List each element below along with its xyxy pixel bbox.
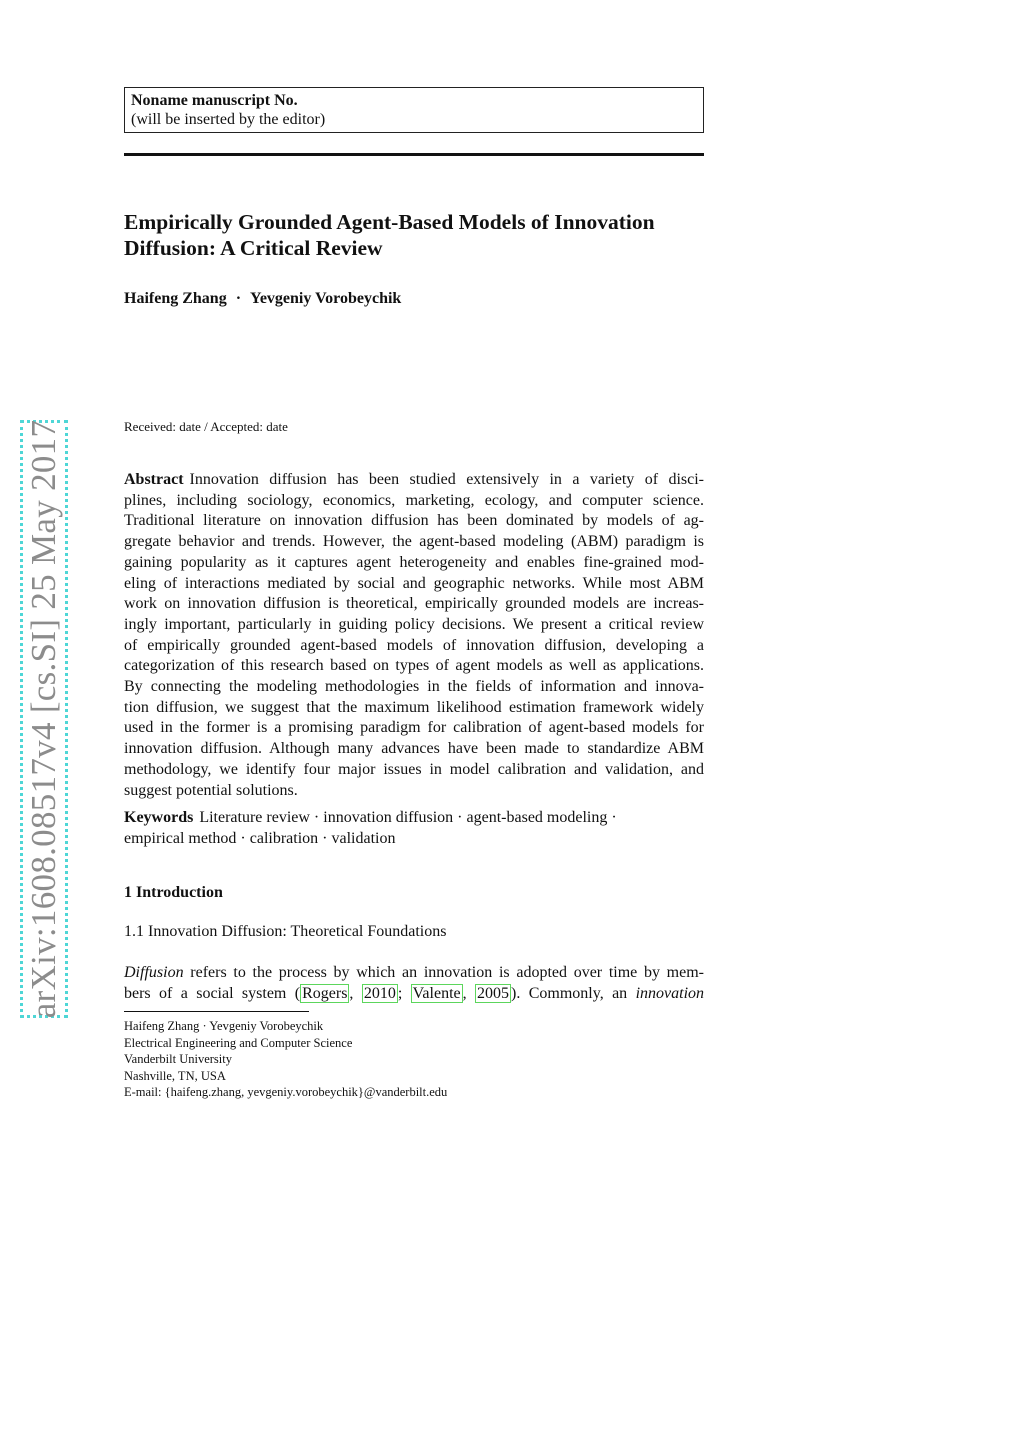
manuscript-note: (will be inserted by the editor) [131, 111, 326, 128]
footnote-line: Haifeng Zhang · Yevgeniy Vorobeychik [124, 1019, 324, 1033]
term-diffusion: Diffusion [124, 964, 184, 981]
abstract-line: used in the former is a promising paradigm for calibration of agent-based models for [124, 719, 704, 737]
keywords-label: Keywords [124, 809, 194, 826]
subsection-heading: 1.1 Innovation Diffusion: Theoretical Foundations [124, 923, 447, 940]
footnote-line: Nashville, TN, USA [124, 1068, 226, 1083]
author-name: Yevgeniy Vorobeychik [250, 290, 402, 307]
author-name: Haifeng Zhang [124, 290, 227, 307]
paper-title [124, 209, 704, 261]
footnote-email[interactable]: E-mail: {haifeng.zhang, yevgeniy.vorobeychik}@vanderbilt.edu [124, 1085, 448, 1099]
term-innovation: innovation [635, 984, 705, 1002]
abstract-line: tion diffusion, we suggest that the maximum likelihood estimation framework widely [124, 698, 704, 716]
abstract-line: Traditional literature on innovation diffusion has been dominated by models of ag- [124, 512, 704, 530]
abstract-label: Abstract [124, 471, 184, 488]
arxiv-stamp[interactable] [20, 420, 68, 1018]
manuscript-box [124, 87, 704, 133]
citation-link[interactable]: Rogers [302, 984, 348, 1002]
abstract-line: Abstract Innovation diffusion has been studied extensively in a variety of disci- [124, 471, 704, 488]
abstract-line: ingly important, particularly in guiding policy decisions. We present a critical review [124, 615, 704, 633]
keywords-line: Keywords Literature review · innovation diffusion · agent-based modeling · [124, 809, 617, 826]
footnote-line: Vanderbilt University [124, 1052, 232, 1066]
arxiv-identifier[interactable]: arXiv:1608.08517v4 [cs.SI] 25 May 2017 [24, 419, 63, 1019]
citation-link[interactable]: Valente [412, 984, 461, 1002]
footnote-rule [124, 1011, 309, 1012]
abstract-line: methodology, we identify four major issues in model calibration and validation, and [124, 760, 704, 778]
abstract-line: plines, including sociology, economics, marketing, ecology, and computer science. [124, 491, 704, 509]
title-line-2: Diffusion: A Critical Review [124, 236, 383, 260]
abstract-line: categorization of this research based on types of agent models as well as applications. [124, 657, 704, 675]
abstract-line: work on innovation diffusion is theoretical, empirically grounded models are increas- [124, 595, 704, 613]
body-line: bers of a social system ( Rogers , 2010 ; Valente , 2005 ). Commonly, an innovation [124, 984, 705, 1002]
header-rule [124, 153, 704, 156]
manuscript-number: Noname manuscript No. [131, 92, 298, 109]
abstract [124, 470, 704, 801]
body-line: Diffusion refers to the process by which an innovation is adopted over time by mem- [124, 964, 705, 981]
abstract-line: innovation diffusion. Although many advances have been made to standardize ABM [124, 740, 704, 758]
abstract-line: gregate behavior and trends. However, the agent-based modeling (ABM) paradigm is [124, 533, 704, 551]
footnote-line: Electrical Engineering and Computer Science [124, 1035, 353, 1050]
abstract-line: gaining popularity as it captures agent heterogeneity and enables fine-grained mod- [124, 553, 704, 571]
title-line-1: Empirically Grounded Agent-Based Models of Innovation [124, 210, 655, 234]
keywords-line: empirical method · calibration · validation [124, 829, 396, 847]
citation-link[interactable]: 2005 [477, 984, 510, 1002]
abstract-line: of empirically grounded agent-based models of innovation diffusion, developing a [124, 636, 704, 654]
keywords [124, 808, 704, 849]
abstract-line: suggest potential solutions. [124, 781, 298, 799]
author-footnote [124, 1018, 447, 1101]
author-separator: · [235, 290, 242, 307]
citation-link[interactable]: 2010 [363, 984, 396, 1002]
received-date: Received: date / Accepted: date [124, 419, 288, 434]
abstract-line: By connecting the modeling methodologies in the fields of information and innova- [124, 678, 704, 696]
intro-paragraph [124, 963, 704, 1004]
author-list [124, 290, 401, 308]
abstract-line: eling of interactions mediated by social and geographic networks. While most ABM [124, 574, 704, 592]
section-heading: 1 Introduction [124, 884, 223, 901]
